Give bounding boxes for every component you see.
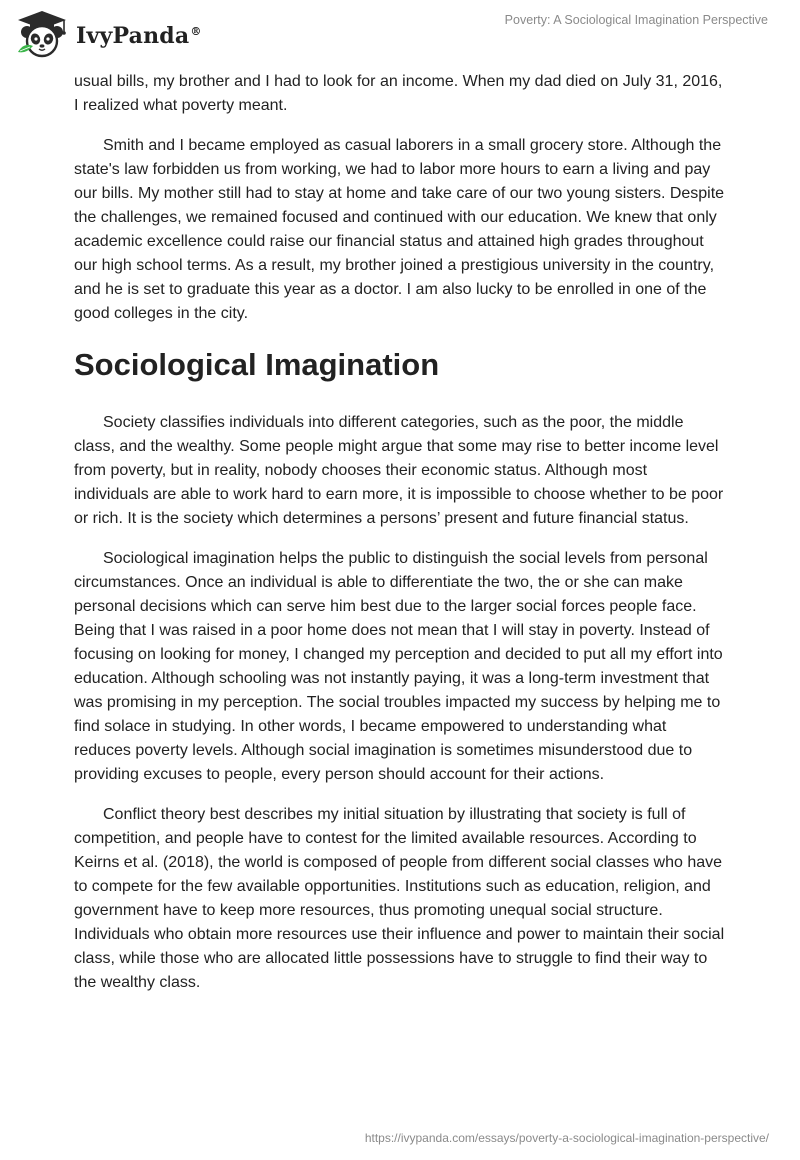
paragraph: Conflict theory best describes my initial situation by illustrating that society is full of competition, and people have to contest for the limited available resources. According to Keirns et al. (2018), the world is composed of people from different social classes who have to compete for the few available opportunities. Institutions such as education, religion, and government have to keep more resources, thus promoting unequal social structure. Individuals who obtain more resources use their influence and power to maintain their social class, while those who are allocated little possessions have to struggle to find their way to the wealthy class. (74, 806, 725, 991)
essay-content (74, 70, 726, 1011)
paragraph: Sociological imagination helps the public to distinguish the social levels from personal circumstances. Once an individual is able to differentiate the two, the or she can make personal decisions which can serve him best due to the larger social forces people face. Being that I was raised in a poor home does not mean that I will stay in poverty. Instead of focusing on looking for money, I changed my perception and decided to put all my effort into education. Although schooling was not instantly paying, it was a long-term investment that was promising in my perception. The social troubles impacted my success by helping me to find solace in studying. In other words, I became empowered to understanding what reduces poverty levels. Although social imagination is sometimes misunderstood due to providing excuses to people, every person should account for their actions. (74, 550, 723, 783)
paragraph-continued: usual bills, my brother and I had to look for an income. When my dad died on July 31, 2016, I realized what poverty meant. (74, 73, 723, 114)
panda-graduate-icon (14, 8, 70, 60)
logo-text: IvyPanda (76, 23, 190, 49)
page-header (0, 0, 800, 70)
section-heading: Sociological Imagination (74, 347, 440, 382)
paragraph: Smith and I became employed as casual laborers in a small grocery store. Although the state's law forbidden us from working, we had to labor more hours to earn a living and pay our bills. My mother still had to stay at home and take care of our two young sisters. Despite the challenges, we remained focused and continued with our education. We knew that only academic excellence could raise our financial status and attained high grades throughout our high school terms. As a result, my brother joined a prestigious university in the country, and he is set to graduate this year as a doctor. I am also lucky to be enrolled in one of the good colleges in the city. (74, 137, 725, 322)
source-url[interactable]: https://ivypanda.com/essays/poverty-a-sociological-imagination-perspective/ (364, 1131, 769, 1145)
document-title: Poverty: A Sociological Imagination Perspective (504, 13, 768, 27)
paragraph: Society classifies individuals into different categories, such as the poor, the middle class, and the wealthy. Some people might argue that some may rise to better income level from poverty, but in reality, nobody chooses their economic status. Although most individuals are able to work hard to earn more, it is impossible to choose whether to be poor or rich. It is the society which determines a persons’ present and future financial status. (74, 414, 724, 527)
ivypanda-logo[interactable] (14, 8, 202, 60)
registered-mark: ® (190, 24, 202, 38)
logo-wordmark (76, 23, 202, 49)
